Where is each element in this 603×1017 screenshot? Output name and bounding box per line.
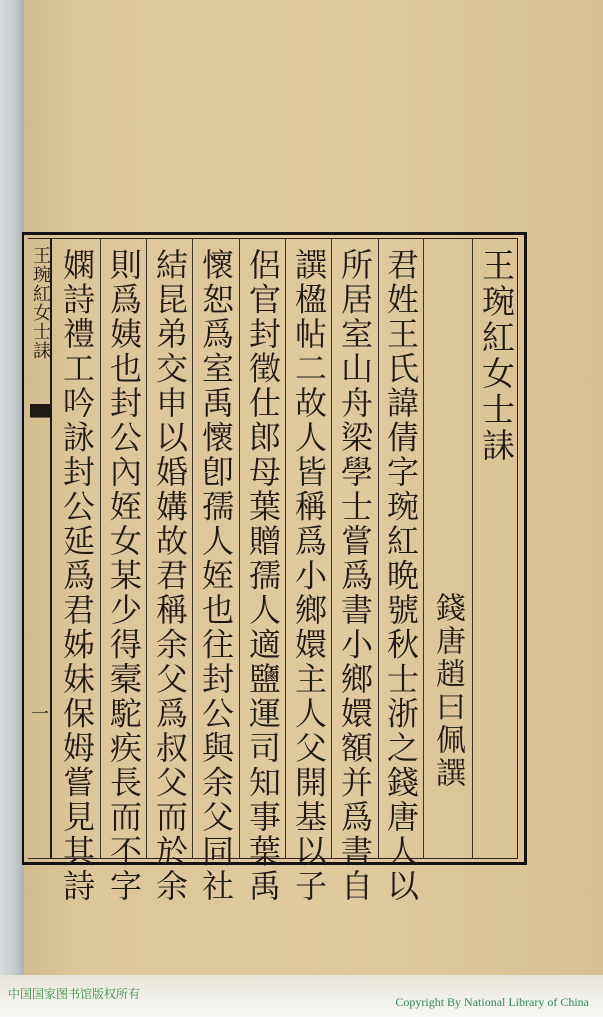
text-column-3: 譔楹帖二故人皆稱爲小鄉嬛主人父開基以子 [290,248,328,904]
text-column-1: 君姓王氏諱倩字琬紅晩號秋士浙之錢唐人以 [382,248,420,904]
text-column-7: 則爲姨也封公內姪女某少得槖駝疾長而不字 [105,248,143,904]
column-rule [192,238,193,859]
margin-title: 王琬紅女士誄 [30,246,51,360]
column-rule [239,238,240,859]
column-rule [331,238,332,859]
column-rule [423,238,424,859]
scanner-background [0,0,24,1017]
copyright-watermark-cn: 中国国家图书馆版权所有 [8,987,141,1001]
column-rule [378,238,379,859]
document-author: 錢唐趙曰佩譔 [430,592,465,790]
text-column-5: 懷恕爲室禹懷卽孺人姪也往封公與余父同社 [197,248,235,904]
copyright-watermark-en: Copyright By National Library of China [395,995,589,1009]
text-column-2: 所居室山舟梁學士嘗爲書小鄉嬛額并爲書自 [336,248,374,904]
text-column-4: 侶官封徵仕郎母葉贈孺人適鹽運司知事葉禹 [244,248,282,904]
text-column-8: 嫻詩禮工吟詠封公延爲君姊妹保姆嘗見其詩 [58,248,96,904]
column-rule [100,238,101,859]
column-rule [285,238,286,859]
page-number: 一 [31,704,49,725]
document-title: 王琬紅女士誄 [477,248,516,464]
column-rule [146,238,147,859]
column-rule [472,238,473,859]
text-column-6: 結昆弟交申以婚媾故君稱余父爲叔父而於余 [151,248,189,904]
